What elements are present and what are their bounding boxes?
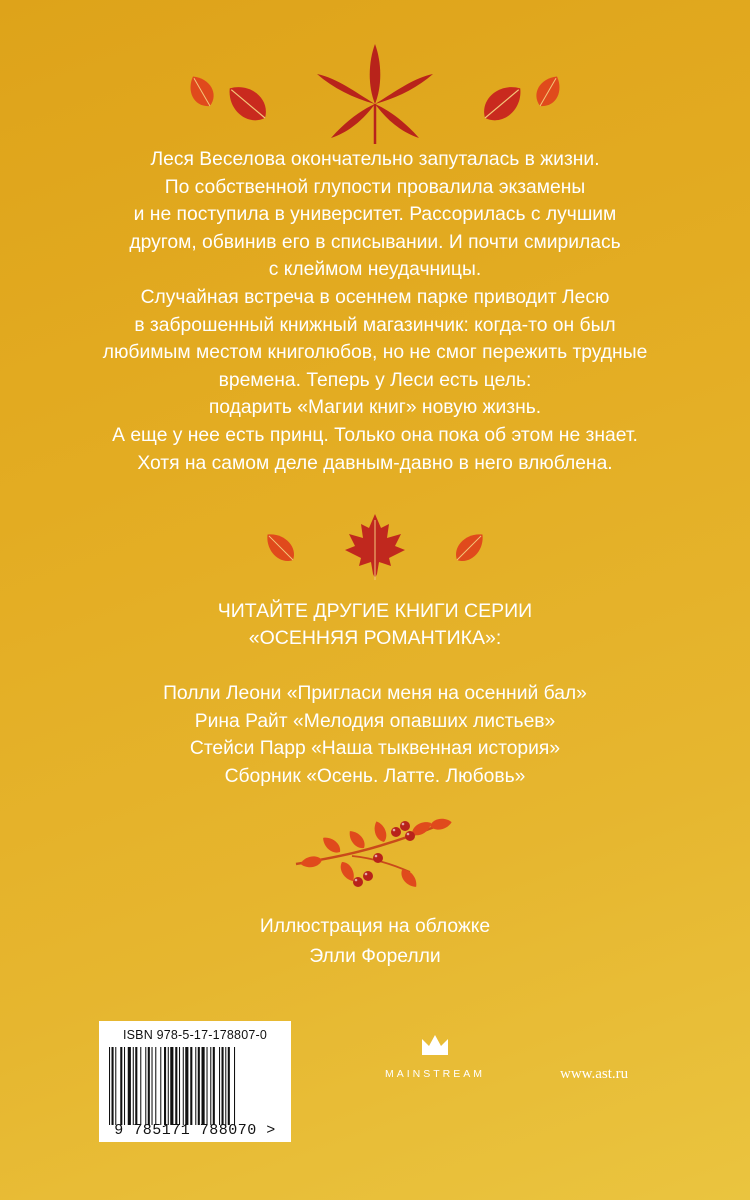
barcode-bar xyxy=(210,1047,211,1125)
blurb-line: По собственной глупости провалила экзамены xyxy=(164,176,586,198)
barcode-bar xyxy=(207,1047,208,1125)
barcode-bar xyxy=(168,1047,169,1125)
series-book-list xyxy=(0,680,750,790)
blurb-line: Хотя на самом деле давным-давно в него влюблена. xyxy=(137,452,613,474)
blurb-line: Леся Веселова окончательно запуталась в жизни. xyxy=(150,149,600,170)
barcode-bar xyxy=(195,1047,196,1125)
barcode-bar xyxy=(133,1047,134,1125)
barcode-bar xyxy=(115,1047,116,1125)
barcode-bar xyxy=(234,1047,235,1125)
list-item: Полли Леони «Пригласи меня на осенний бал» xyxy=(163,683,587,704)
blurb-line: и не поступила в университет. Рассорилась с лучшим xyxy=(133,204,617,226)
barcode-bar xyxy=(202,1047,205,1125)
barcode-bar xyxy=(109,1047,110,1125)
illustration-credit xyxy=(0,912,750,972)
credit-label: Иллюстрация на обложке xyxy=(259,916,491,937)
series-heading-line: «ОСЕННЯЯ РОМАНТИКА»: xyxy=(248,627,502,649)
publisher-name: MAINSTREAM xyxy=(384,1068,485,1080)
barcode-bars xyxy=(109,1047,281,1125)
series-heading-line: ЧИТАЙТЕ ДРУГИЕ КНИГИ СЕРИИ xyxy=(217,600,533,622)
credit-artist: Элли Форелли xyxy=(309,946,441,967)
publisher-website: www.ast.ru xyxy=(560,1066,629,1082)
blurb-line: времена. Теперь у Леси есть цель: xyxy=(218,369,532,391)
blurb-line: А еще у нее есть принц. Только она пока об этом не знает. xyxy=(112,424,638,446)
list-item: Сборник «Осень. Латте. Любовь» xyxy=(224,765,526,787)
barcode-digits: 9 785171 788070 > xyxy=(114,1122,276,1139)
barcode-bar xyxy=(183,1047,184,1125)
blurb-line: подарить «Магии книг» новую жизнь. xyxy=(208,397,542,419)
barcode-bar xyxy=(228,1047,230,1125)
barcode-bar xyxy=(222,1047,224,1125)
barcode-bar xyxy=(185,1047,188,1125)
barcode-bar xyxy=(148,1047,150,1125)
isbn-label: ISBN 978-5-17-178807-0 xyxy=(122,1028,268,1042)
barcode-bar xyxy=(140,1047,141,1125)
barcode-bar xyxy=(135,1047,137,1125)
publisher-logo xyxy=(360,1033,510,1080)
barcode-bar xyxy=(179,1047,180,1125)
berry-branch-icon xyxy=(292,812,462,898)
list-item: Стейси Парр «Наша тыквенная история» xyxy=(189,738,561,760)
barcode-bar xyxy=(124,1047,125,1125)
barcode-bar xyxy=(198,1047,200,1125)
blurb-line: с клеймом неудачницы. xyxy=(268,259,482,281)
autumn-leaves-top-icon xyxy=(180,36,570,146)
barcode-bar xyxy=(155,1047,156,1125)
maple-leaf-middle-icon xyxy=(265,508,485,588)
barcode-bar xyxy=(164,1047,166,1125)
barcode-bar xyxy=(219,1047,220,1125)
barcode-bar xyxy=(213,1047,215,1125)
crown-logo-icon xyxy=(420,1033,450,1057)
blurb-line: любимым местом книголюбов, но не смог пережить трудные xyxy=(102,342,648,364)
barcode-bar xyxy=(152,1047,153,1125)
book-blurb xyxy=(0,146,750,477)
barcode-bar xyxy=(190,1047,192,1125)
blurb-line: в заброшенный книжный магазинчик: когда-то он был xyxy=(134,314,616,336)
barcode-bar xyxy=(225,1047,226,1125)
blurb-line: Случайная встреча в осеннем парке приводит Лесю xyxy=(140,286,610,308)
barcode-bar xyxy=(128,1047,131,1125)
barcode-bar xyxy=(160,1047,161,1125)
barcode-bar xyxy=(175,1047,177,1125)
barcode-bar xyxy=(112,1047,114,1125)
series-heading xyxy=(0,598,750,652)
list-item: Рина Райт «Мелодия опавших листьев» xyxy=(194,710,556,732)
barcode-bar xyxy=(120,1047,122,1125)
blurb-line: другом, обвинив его в списывании. И почти смирилась xyxy=(129,231,621,253)
barcode-bar xyxy=(170,1047,173,1125)
barcode-bar xyxy=(145,1047,146,1125)
barcode xyxy=(99,1021,291,1142)
